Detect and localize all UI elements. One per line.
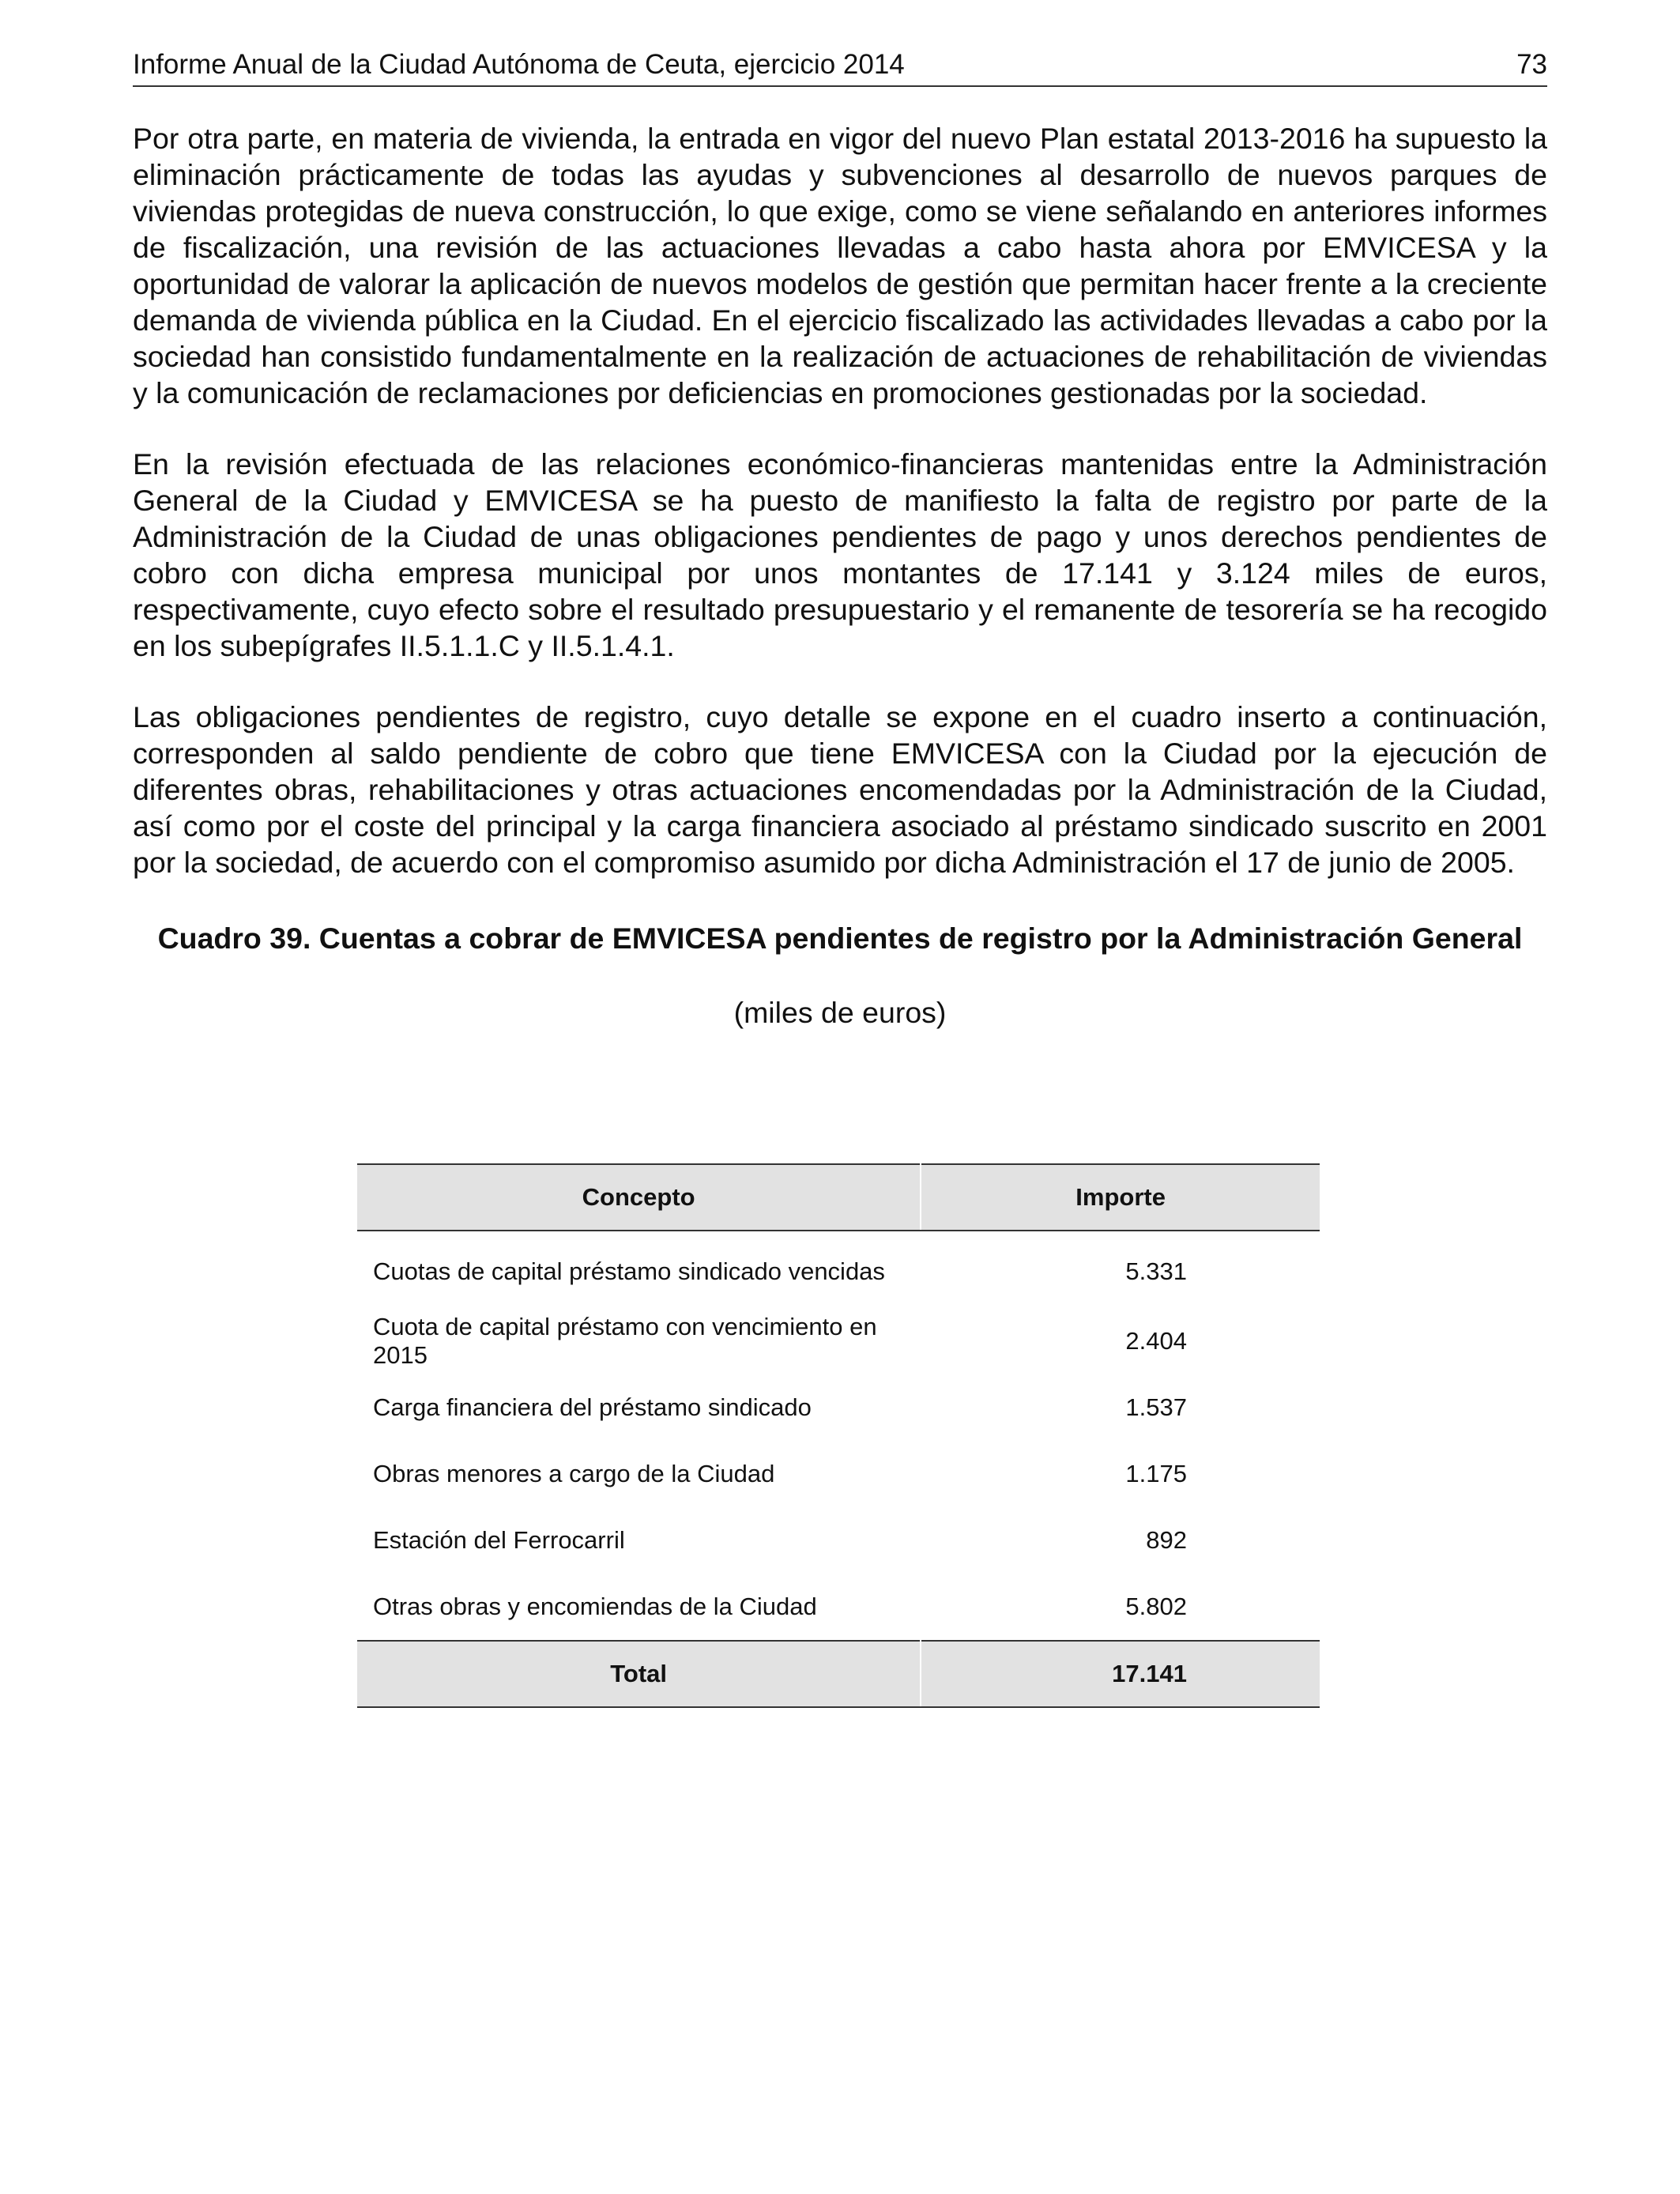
row-importe: 892: [1146, 1526, 1187, 1554]
header-title: Informe Anual de la Ciudad Autónoma de Ceuta, ejercicio 2014: [133, 49, 905, 80]
table-total-row: [357, 1641, 1320, 1707]
table-units: (miles de euros): [733, 996, 947, 1029]
row-importe: 2.404: [1125, 1327, 1187, 1355]
row-concepto: Estación del Ferrocarril: [373, 1526, 625, 1554]
accounts-receivable-table: [357, 1163, 1320, 1708]
document-page: [133, 46, 1547, 1031]
table-row: [357, 1574, 1320, 1641]
row-concepto: Obras menores a cargo de la Ciudad: [373, 1460, 775, 1487]
total-value: 17.141: [921, 1641, 1320, 1707]
paragraph-revision: En la revisión efectuada de las relaciones económico-financieras mantenidas entre la Administración General de la Ciudad y EMVICESA se ha puesto de manifiesto la falta de registro por parte de la Administración de la Ciudad de unas obligaciones pendientes de pago y unos derechos pendientes de cobro con dicha empresa municipal por unos montantes de 17.141 y 3.124 miles de euros, respectivamente, cuyo efecto sobre el resultado presupuestario y el remanente de tesorería se ha recogido en los subepígrafes II.5.1.1.C y II.5.1.4.1.: [133, 447, 1547, 662]
table-row: [357, 1507, 1320, 1574]
table-header-row: [357, 1164, 1320, 1231]
table-row: [357, 1308, 1320, 1374]
page-header: [133, 46, 1547, 87]
page-number: 73: [1516, 49, 1547, 80]
row-importe: 5.802: [1125, 1593, 1187, 1620]
column-header-concepto: Concepto: [357, 1164, 921, 1231]
table-row: [357, 1374, 1320, 1441]
table-caption: Cuadro 39. Cuentas a cobrar de EMVICESA pendientes de registro por la Administración General: [157, 922, 1523, 955]
table-container: [357, 1163, 1320, 1708]
column-header-importe: Importe: [921, 1164, 1320, 1231]
paragraph-obligaciones: Las obligaciones pendientes de registro, cuyo detalle se expone en el cuadro inserto a continuación, corresponden al saldo pendiente de cobro que tiene EMVICESA con la Ciudad por la ejecución de diferentes obras, rehabilitaciones y otras actuaciones encomendadas por la Administración de la Ciudad, así como por el coste del principal y la carga financiera asociado al préstamo sindicado suscrito en 2001 por la sociedad, de acuerdo con el compromiso asumido por dicha Administración el 17 de junio de 2005.: [133, 700, 1547, 879]
table-row: [357, 1441, 1320, 1507]
row-concepto: Cuota de capital préstamo con vencimiento en 2015: [373, 1313, 877, 1369]
row-concepto: Carga financiera del préstamo sindicado: [373, 1393, 812, 1421]
row-importe: 5.331: [1125, 1257, 1187, 1285]
row-importe: 1.175: [1125, 1460, 1187, 1487]
total-label: Total: [357, 1641, 921, 1707]
row-importe: 1.537: [1125, 1393, 1187, 1421]
row-concepto: Cuotas de capital préstamo sindicado vencidas: [373, 1257, 885, 1285]
body-text: [133, 120, 1547, 880]
table-row: [357, 1231, 1320, 1308]
paragraph-vivienda: Por otra parte, en materia de vivienda, la entrada en vigor del nuevo Plan estatal 2013-2016 ha supuesto la eliminación prácticamente de todas las ayudas y subvenciones al desarrollo de nuevos parques de viviendas protegidas de nueva construcción, lo que exige, como se viene señalando en anteriores informes de fiscalización, una revisión de las actuaciones llevadas a cabo hasta ahora por EMVICESA y la oportunidad de valorar la aplicación de nuevos modelos de gestión que permitan hacer frente a la creciente demanda de vivienda pública en la Ciudad. En el ejercicio fiscalizado las actividades llevadas a cabo por la sociedad han consistido fundamentalmente en la realización de actuaciones de rehabilitación de viviendas y la comunicación de reclamaciones por deficiencias en promociones gestionadas por la sociedad.: [133, 122, 1547, 409]
row-concepto: Otras obras y encomiendas de la Ciudad: [373, 1593, 817, 1620]
